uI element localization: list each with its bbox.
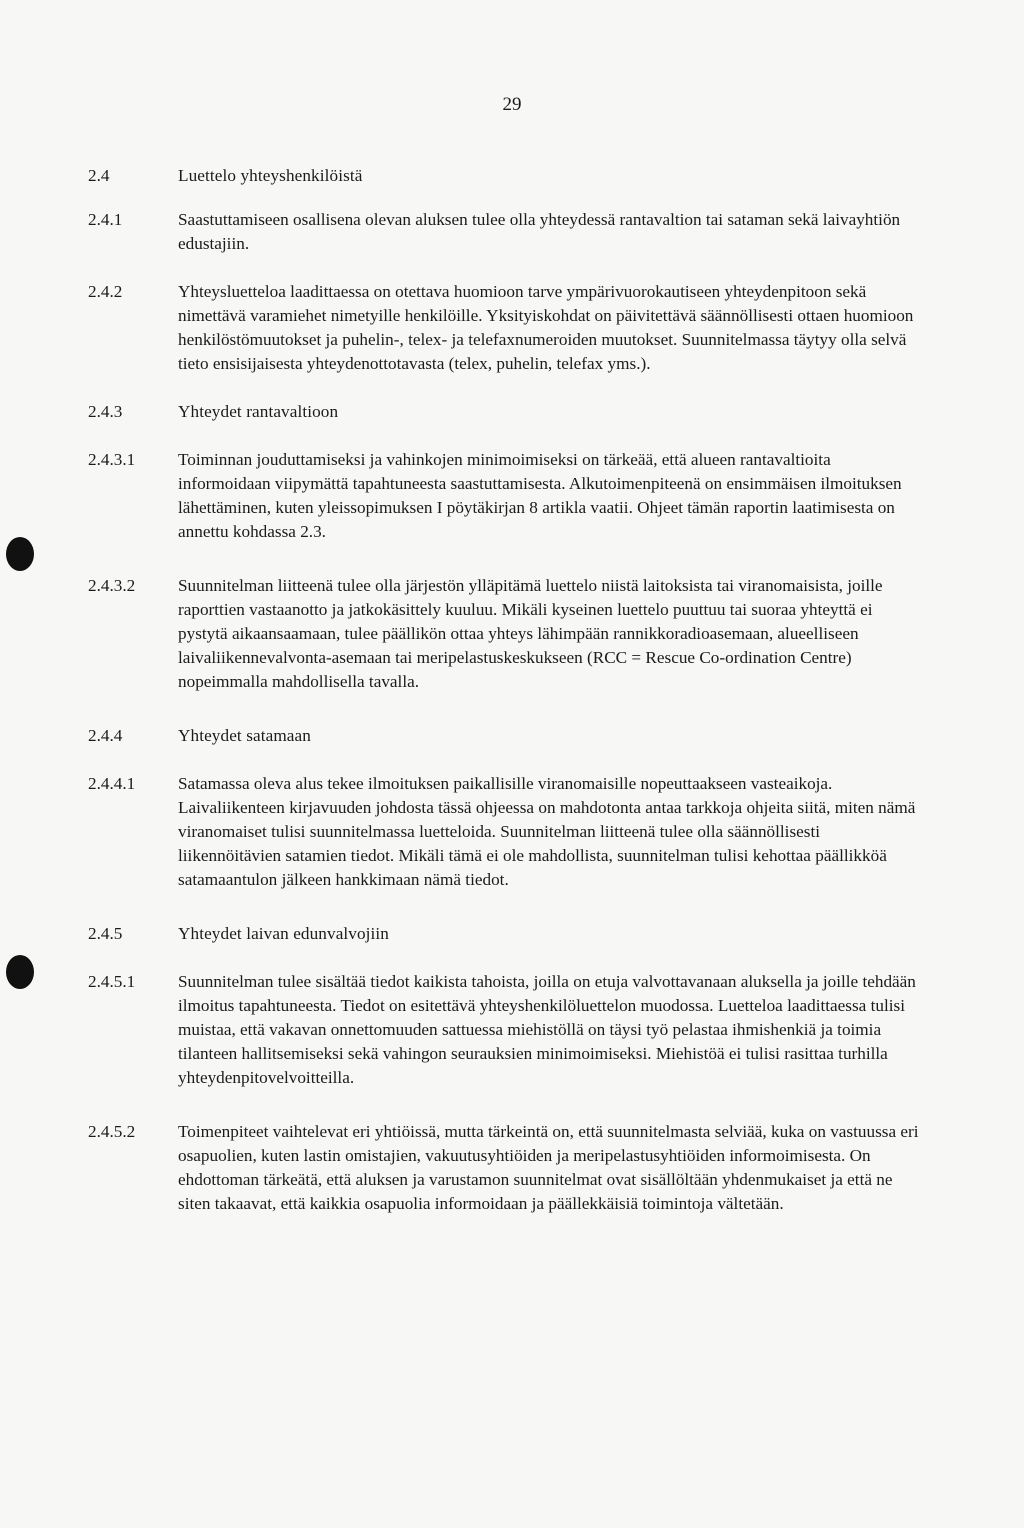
section-paragraph: Saastuttamiseen osallisena olevan aluksen tulee olla yhteydessä rantavaltion tai sataman sekä laivayhtiön edustajiin. — [178, 210, 901, 253]
section-paragraph: Toimenpiteet vaihtelevat eri yhtiöissä, mutta tärkeintä on, että suunnitelmasta selviää, kuka on vastuussa eri osapuolien, kuten lastin omistajien, vakuutusyhtiöiden ja meripelastusyhtiöiden informoimisesta. On ehdottoman tärkeätä, että aluksen ja varustamon suunnitelmat ovat sisällöltään yhdenmukaiset ja että ne siten takaavat, että kaikkia osapuolia informoidaan ja päällekkäisiä toimintoja vältetään. — [178, 1122, 919, 1213]
section-number: 2.4.3 — [88, 402, 123, 421]
document-body — [88, 164, 938, 1216]
section-2-4-1 — [88, 208, 938, 256]
section-2-4 — [88, 164, 938, 188]
section-number: 2.4.2 — [88, 282, 123, 301]
section-number: 2.4.1 — [88, 210, 123, 229]
section-2-4-4 — [88, 724, 938, 748]
section-number: 2.4.4 — [88, 726, 123, 745]
section-paragraph: Yhteysluetteloa laadittaessa on otettava huomioon tarve ympärivuorokautiseen yhteydenpitoon sekä nimettävä varamiehet nimetyille henkilöille. Yksityiskohdat on päivitettävä säännöllisesti ottaen huomioon henkilöstömuutokset ja puhelin-, telex- ja telefaxnumeroiden muutokset. Suunnitelmassa täytyy olla selvä tieto ensisijaisesta yhteydenottotavasta (telex, puhelin, telefax yms.). — [178, 282, 914, 373]
section-heading: Yhteydet rantavaltioon — [178, 402, 339, 421]
section-heading: Yhteydet laivan edunvalvojiin — [178, 924, 390, 943]
section-number: 2.4.3.2 — [88, 576, 136, 595]
section-2-4-3-2 — [88, 574, 938, 694]
section-paragraph: Toiminnan jouduttamiseksi ja vahinkojen minimoimiseksi on tärkeää, että alueen rantavaltioita informoidaan viipymättä tapahtuneesta saastuttamisesta. Alkutoimenpiteenä on ensimmäisen ilmoituksen lähettäminen, kuten yleissopimuksen I pöytäkirjan 8 artikla vaatii. Ohjeet tämän raportin laatimisesta on annettu kohdassa 2.3. — [178, 450, 902, 541]
section-2-4-2 — [88, 280, 938, 376]
section-2-4-5-2 — [88, 1120, 938, 1216]
section-heading: Yhteydet satamaan — [178, 726, 311, 745]
section-number: 2.4.3.1 — [88, 450, 136, 469]
section-2-4-4-1 — [88, 772, 938, 892]
section-2-4-3-1 — [88, 448, 938, 544]
section-paragraph: Satamassa oleva alus tekee ilmoituksen paikallisille viranomaisille nopeuttaakseen vasteaikoja. Laivaliikenteen kirjavuuden johdosta tässä ohjeessa on mahdotonta antaa tarkkoja ohjeita siitä, miten nämä viranomaiset tulisi suunnitelmassa luetteloida. Suunnitelman liitteenä tulee olla säännöllisesti liikennöitävien satamien tiedot. Mikäli tämä ei ole mahdollista, suunnitelman tulisi kehottaa päällikköä satamaantulon jälkeen hankkimaan nämä tiedot. — [178, 774, 916, 889]
punch-hole-lower — [6, 955, 34, 989]
section-number: 2.4.5 — [88, 924, 123, 943]
section-2-4-3 — [88, 400, 938, 424]
section-paragraph: Suunnitelman tulee sisältää tiedot kaikista tahoista, joilla on etuja valvottavanaan aluksella ja joille tehdään ilmoitus tapahtuneesta. Tiedot on esitettävä yhteyshenkilöluettelon muodossa. Luetteloa laadittaessa tulisi muistaa, että vakavan onnettomuuden sattuessa miehistöllä on täysi työ pelastaa ihmishenkiä ja toimia tilanteen hallitsemiseksi sekä vahingon seurauksien minimoimiseksi. Miehistöä ei tulisi rasittaa turhilla yhteydenpitovelvoitteilla. — [178, 972, 916, 1087]
section-heading: Luettelo yhteyshenkilöistä — [178, 166, 363, 185]
punch-hole-upper — [6, 537, 34, 571]
section-number: 2.4.5.2 — [88, 1122, 136, 1141]
section-2-4-5 — [88, 922, 938, 946]
section-2-4-5-1 — [88, 970, 938, 1090]
section-number: 2.4 — [88, 166, 110, 185]
section-paragraph: Suunnitelman liitteenä tulee olla järjestön ylläpitämä luettelo niistä laitoksista tai viranomaisista, joille raporttien vastaanotto ja jatkokäsittely kuuluu. Mikäli kyseinen luettelo puuttuu tai suoraa yhteyttä ei pystytä aikaansaamaan, tulee päällikön ottaa yhteys lähimpään rannikkoradioasemaan, alueelliseen laivaliikennevalvonta-asemaan tai meripelastuskeskukseen (RCC = Rescue Co-ordination Centre) nopeimmalla mahdollisella tavalla. — [178, 576, 883, 691]
section-number: 2.4.4.1 — [88, 774, 136, 793]
section-number: 2.4.5.1 — [88, 972, 136, 991]
page-number: 29 — [502, 94, 522, 115]
